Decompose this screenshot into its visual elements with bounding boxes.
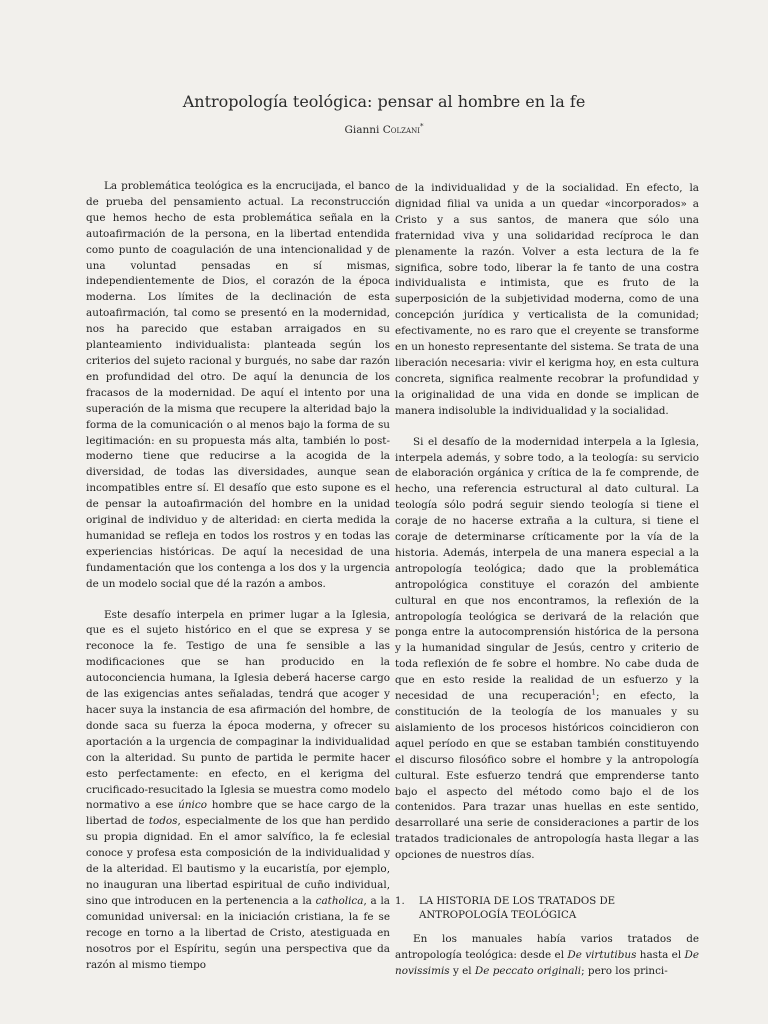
left-column [86, 179, 390, 973]
author-line [0, 124, 768, 136]
paragraph: La problemática teológica es la encrucijada, el banco de prueba del pensamiento actual. La reconstrucción que hemos hecho de esta problemática señala en la autoafirmación de la persona, en la libertad entendida como punto de coagulación de una intencionalidad y de una voluntad pensadas en sí mismas, independientemente de Dios, el corazón de la época moderna. Los límites de la declinación de esta autoafirmación, tal como se presentó en la modernidad, nos ha parecido que estaban arraigados en su planteamiento individualista: planteada según los criterios del sujeto racional y burgués, no sabe dar razón en profundidad del otro. De aquí la denuncia de los fracasos de la modernidad. De aquí el intento por una superación de la misma que recupere la alteridad bajo la forma de la comunicación o al menos bajo la forma de su legitimación: en su propuesta más alta, también lo post-moderno tiene que reducirse a la acogida de la diversidad, de todas las diversidades, aunque sean incompatibles entre sí. El desafío que esto supone es el de pensar la autoafirmación del hombre en la unidad original de individuo y de alteridad: en cierta medida la humanidad se refleja en todos los rostros y en todas las experiencias históricas. De aquí la necesidad de una fundamentación que los contenga a los dos y la urgencia de un modelo social que dé la razón a ambos. [86, 180, 390, 590]
paragraph: En los manuales había varios tratados de antropología teológica: desde el De virtutibus hasta el De novissimis y el De peccato originali; pero los princi- [395, 933, 699, 977]
author-last-name: Colzani [382, 124, 420, 136]
paragraph: Si el desafío de la modernidad interpela a la Iglesia, interpela además, y sobre todo, a la teología: su servicio de elaboración orgánica y crítica de la fe comprende, de hecho, una referencia estructural al dato cultural. La teología sólo podrá seguir siendo teología si tiene el coraje de no hacerse extraña a la cultura, si tiene el coraje de determinarse críticamente por la vía de la historia. Además, interpela de una manera especial a la antropología teológica; dado que la problemática antropológica constituye el corazón del ambiente cultural en que nos encontramos, la reflexión de la antropología teológica se derivará de la relación que ponga entre la autocomprensión histórica de la persona y la humanidad singular de Jesús, centro y criterio de toda reflexión de fe sobre el hombre. No cabe duda de que en esto reside la realidad de un esfuerzo y la necesidad de una recuperación$^1$; en efecto, la constitución de la teología de los manuales y su aislamiento de los procesos históricos coincidieron con aquel período en que se estaban también constituyendo el discurso filosófico sobre el hombre y la antropología cultural. Este esfuerzo tendrá que emprenderse tanto bajo el aspecto del método como bajo el de los contenidos. Para trazar unas huellas en este sentido, desarrollaré una serie de consideraciones a partir de los tratados tradicionales de antropología hasta llegar a las opciones de nuestros días. [395, 435, 699, 862]
section-title: LA HISTORIA DE LOS TRATADOS DE ANTROPOLOGÍA TEOLÓGICA [419, 896, 616, 922]
footnote-ref: 1 [591, 688, 596, 697]
paragraph: Este desafío interpela en primer lugar a la Iglesia, que es el sujeto histórico en el que se expresa y se reconoce la fe. Testigo de una fe sensible a las modificaciones que se han producido en la autoconciencia humana, la Iglesia deberá hacerse cargo de las exigencias antes señaladas, tendrá que acoger y hacer suya la instancia de esa afirmación del hombre, de donde saca su fuerza la época moderna, y ofrecer su aportación a la urgencia de compaginar la individualidad con la alteridad. Su punto de partida le permite hacer esto perfectamente: en efecto, en el kerigma del crucificado-resucitado la Iglesia se muestra como modelo normativo a ese único hombre que se hace cargo de la libertad de todos, especialmente de los que han perdido su propia dignidad. En el amor salvífico, la fe eclesial conoce y profesa esta composición de la individualidad y de la alteridad. El bautismo y la eucaristía, por ejemplo, no inauguran una libertad espiritual de cuño individual, sino que introducen en la pertenencia a la catholica, a la comunidad universal: en la iniciación cristiana, la fe se recoge en torno a la libertad de Cristo, atestiguada en nosotros por el Espíritu, según una perspectiva que da razón al mismo tiempo [86, 608, 391, 971]
section-number: 1. [395, 896, 405, 908]
paper-title: Antropología teológica: pensar al hombre en la fe [182, 92, 586, 111]
paragraph: de la individualidad y de la socialidad. En efecto, la dignidad filial va unida a un quedar «incorporados» a Cristo y a sus santos, de manera que sólo una fraternidad viva y una solidaridad recíproca le dan plenamente la razón. Volver a esta lectura de la fe significa, sobre todo, liberar la fe tanto de una costra individualista e intimista, que es fruto de la superposición de la subjetividad moderna, como de una concepción jurídica y verticalista de la comunidad; efectivamente, no es raro que el creyente se transforme en un honesto representante del sistema. Se trata de una liberación necesaria: vivir el kerigma hoy, en esta cultura concreta, significa realmente recobrar la profundidad y la originalidad de una vida en donde se implican de manera indisoluble la individualidad y la socialidad. [395, 182, 699, 417]
author-first-name: Gianni [344, 124, 380, 136]
section-heading [395, 895, 699, 923]
right-column [395, 181, 699, 980]
author-footnote-mark: * [419, 122, 424, 131]
